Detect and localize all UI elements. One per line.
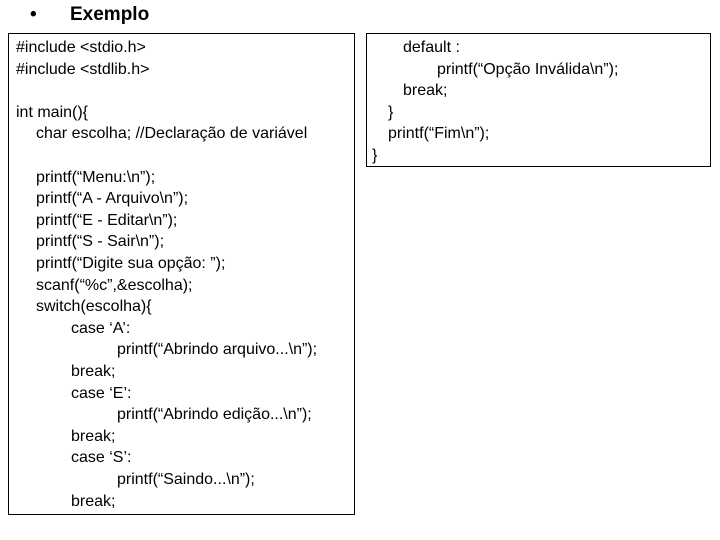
bullet-point: • <box>30 4 37 25</box>
code-line: #include <stdlib.h> <box>16 60 150 78</box>
code-line: } <box>372 147 378 164</box>
code-line: printf(“Fim\n”); <box>388 125 490 143</box>
code-line: break; <box>71 492 116 510</box>
code-line: printf(“Menu:\n”); <box>36 168 156 186</box>
code-line: printf(“E - Editar\n”); <box>36 211 178 229</box>
code-line: printf(“Saindo...\n”); <box>117 471 255 488</box>
slide-title <box>30 4 149 26</box>
code-line: printf(“A - Arquivo\n”); <box>36 190 189 208</box>
code-line: break; <box>71 427 116 445</box>
code-line: case ‘S’: <box>71 449 132 467</box>
code-line: switch(escolha){ <box>36 298 152 316</box>
title-text: Exemplo <box>70 4 150 25</box>
code-line: int main(){ <box>16 103 89 121</box>
code-line: printf(“Digite sua opção: ”); <box>36 255 226 272</box>
code-line: printf(“Opção Inválida\n”); <box>437 60 619 78</box>
code-line: default : <box>403 39 460 56</box>
code-line: #include <stdio.h> <box>16 39 146 56</box>
code-line: printf(“Abrindo edição...\n”); <box>117 406 312 424</box>
code-line: printf(“Abrindo arquivo...\n”); <box>117 341 318 359</box>
code-line: char escolha; //Declaração de variável <box>36 125 308 143</box>
code-line: } <box>388 103 394 121</box>
code-line: break; <box>403 82 448 100</box>
code-line: break; <box>71 363 116 380</box>
code-line: case ‘E’: <box>71 384 132 402</box>
code-line: case ‘A’: <box>71 319 131 337</box>
code-line: printf(“S - Sair\n”); <box>36 233 165 251</box>
code-line: scanf(“%c”,&escolha); <box>36 276 193 294</box>
